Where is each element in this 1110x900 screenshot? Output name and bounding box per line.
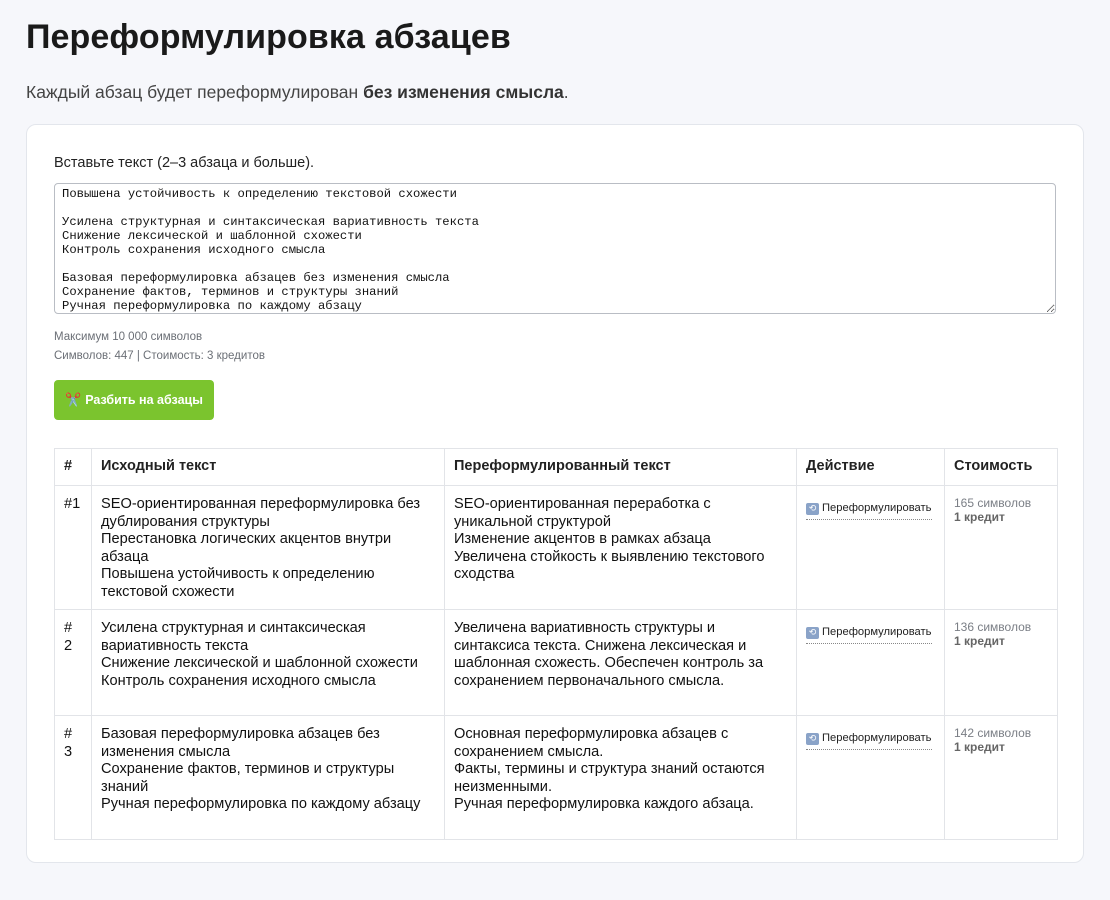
cost-cell — [945, 716, 1058, 840]
max-chars-hint: Максимум 10 000 символов — [54, 331, 203, 343]
subtitle-emphasis: без изменения смысла — [363, 82, 564, 102]
rephrased-text-cell-line: Увеличена вариативность структуры и синтаксиса текста. Снижена лексическая и шаблонная схожесть. Обеспечен контроль за сохранением первоначального смысла. — [454, 620, 764, 689]
source-text-cell-line: Снижение лексической и шаблонной схожести — [101, 655, 418, 671]
table-header-col-cost: Стоимость — [945, 449, 1058, 486]
cost-credits: 1 кредит — [954, 510, 1005, 524]
table-header-col-number: # — [55, 449, 92, 486]
scissors-icon: ✂️ — [65, 392, 82, 407]
rephrase-button[interactable] — [806, 730, 932, 750]
refresh-icon: ⟲ — [806, 503, 819, 515]
row-number-text: 3 — [64, 743, 73, 760]
action-cell — [797, 486, 945, 610]
rephrase-card — [26, 124, 1084, 863]
rephrase-button-label: Переформулировать — [822, 732, 932, 744]
page-subtitle — [26, 80, 1084, 104]
source-text-cell — [92, 716, 445, 840]
cost-chars: 142 символов — [954, 726, 1032, 740]
page-title: Переформулировка абзацев — [26, 18, 511, 56]
refresh-icon: ⟲ — [806, 733, 819, 745]
table-row — [55, 716, 1058, 840]
action-cell — [797, 610, 945, 716]
action-cell — [797, 716, 945, 840]
subtitle-period: . — [563, 82, 569, 102]
source-text-input[interactable] — [54, 183, 1056, 314]
source-text-cell-line: Базовая переформулировка абзацев без изменения смысла — [101, 726, 380, 760]
source-text-cell — [92, 610, 445, 716]
table-header-col-result: Переформулированный текст — [445, 449, 797, 486]
cost-cell — [945, 486, 1058, 610]
split-paragraphs-button[interactable] — [54, 380, 214, 420]
paragraphs-table — [54, 448, 1058, 840]
rephrased-text-cell-line: Ручная переформулировка каждого абзаца. — [454, 796, 754, 812]
row-number-text: #1 — [64, 496, 81, 512]
source-text-cell-line: Перестановка логических акцентов внутри абзаца — [101, 531, 392, 565]
text-input-label: Вставьте текст (2–3 абзаца и больше). — [54, 155, 315, 171]
chars-cost-stats: Символов: 447 | Стоимость: 3 кредитов — [54, 350, 265, 362]
row-number-text: # — [64, 726, 73, 742]
row-number — [55, 486, 92, 610]
rephrased-text-cell — [445, 610, 797, 716]
refresh-icon: ⟲ — [806, 627, 819, 639]
table-header-col-source: Исходный текст — [92, 449, 445, 486]
table-row — [55, 486, 1058, 610]
row-number — [55, 716, 92, 840]
source-text-cell — [92, 486, 445, 610]
source-text-cell-line: Повышена устойчивость к определению текстовой схожести — [101, 566, 375, 600]
rephrase-button[interactable] — [806, 624, 932, 644]
rephrased-text-cell-line: Основная переформулировка абзацев с сохранением смысла. — [454, 726, 729, 760]
source-text-cell-line: Ручная переформулировка по каждому абзацу — [101, 796, 421, 812]
rephrased-text-cell-line: SEO-ориентированная переработка с уникальной структурой — [454, 496, 711, 530]
source-text-cell-line: Сохранение фактов, терминов и структуры знаний — [101, 761, 395, 795]
rephrased-text-cell-line: Изменение акцентов в рамках абзаца — [454, 531, 711, 547]
rephrase-button-label: Переформулировать — [822, 626, 932, 638]
source-text-cell-line: Усилена структурная и синтаксическая вариативность текста — [101, 620, 366, 654]
cost-credits: 1 кредит — [954, 634, 1005, 648]
table-header-col-action: Действие — [797, 449, 945, 486]
cost-chars: 165 символов — [954, 496, 1032, 510]
table-row — [55, 610, 1058, 716]
split-button-label: Разбить на абзацы — [85, 393, 203, 407]
rephrased-text-cell — [445, 716, 797, 840]
row-number-text: # — [64, 620, 73, 636]
rephrase-button[interactable] — [806, 500, 932, 520]
rephrased-text-cell-line: Увеличена стойкость к выявлению текстового сходства — [454, 548, 765, 582]
table-body — [55, 486, 1058, 840]
subtitle-text: Каждый абзац будет переформулирован — [26, 82, 364, 102]
rephrased-text-cell-line: Факты, термины и структура знаний остаются неизменными. — [454, 761, 765, 795]
cost-credits: 1 кредит — [954, 740, 1005, 754]
row-number — [55, 610, 92, 716]
cost-cell — [945, 610, 1058, 716]
cost-chars: 136 символов — [954, 620, 1032, 634]
textarea-wrapper — [54, 183, 1056, 314]
table-header-row — [55, 449, 1058, 486]
source-text-cell-line: SEO-ориентированная переформулировка без дублирования структуры — [101, 496, 421, 530]
rephrased-text-cell — [445, 486, 797, 610]
row-number-text: 2 — [64, 637, 73, 654]
source-text-cell-line: Контроль сохранения исходного смысла — [101, 672, 376, 689]
rephrase-button-label: Переформулировать — [822, 502, 932, 514]
